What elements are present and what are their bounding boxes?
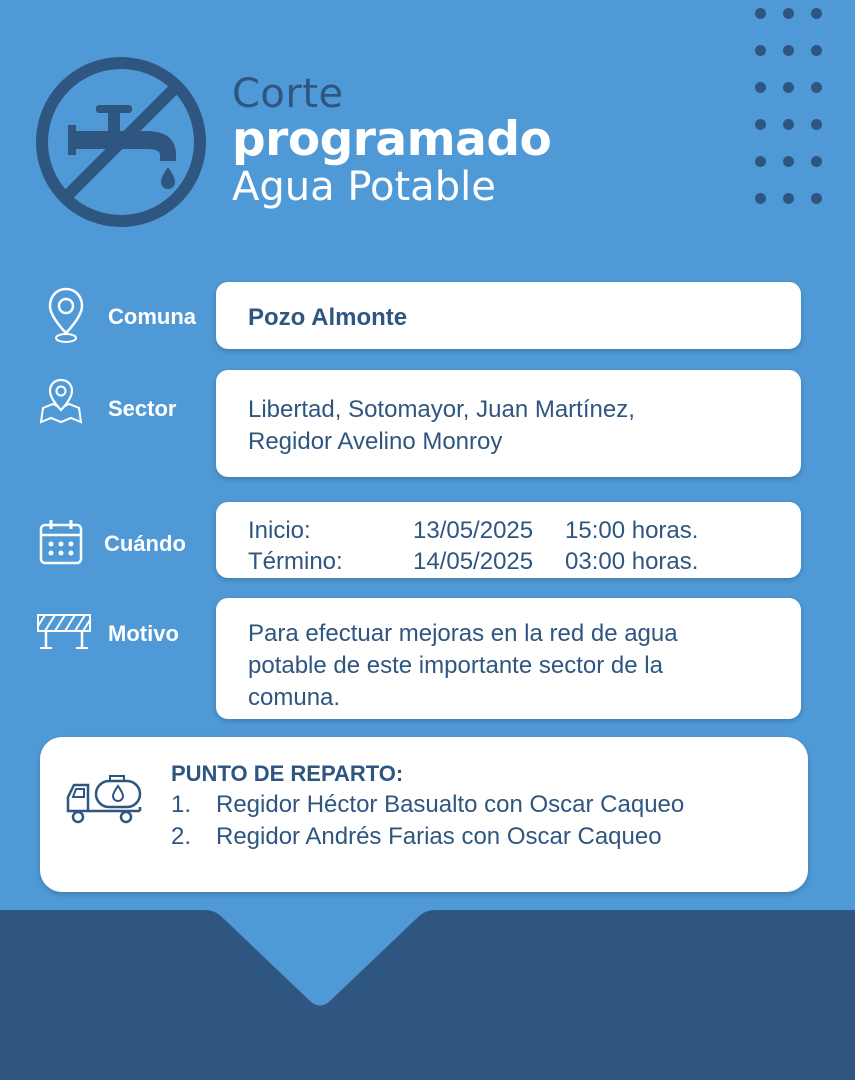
cuando-box (216, 502, 801, 578)
motivo-label: Motivo (108, 621, 179, 646)
reparto-text (171, 759, 684, 853)
calendar-icon (39, 519, 83, 565)
motivo-box (216, 598, 801, 719)
sector-line-2: Regidor Avelino Monroy (248, 428, 503, 455)
inicio-label: Inicio: (248, 517, 311, 544)
water-truck-icon (64, 773, 144, 825)
termino-label: Término: (248, 548, 343, 575)
title-line-3: Agua Potable (232, 164, 496, 210)
barrier-icon (37, 612, 91, 650)
termino-fecha: 14/05/2025 (413, 548, 534, 575)
reparto-card (40, 737, 808, 892)
comuna-label: Comuna (108, 304, 196, 329)
motivo-line-2: potable de este importante sector de la (248, 652, 663, 679)
list-item-number: 2. (171, 823, 192, 850)
comuna-box (216, 282, 801, 349)
no-water-icon (34, 55, 208, 229)
title-line-2: programado (232, 112, 552, 167)
sector-label: Sector (108, 396, 177, 421)
footer-band (0, 907, 855, 1080)
map-pin-icon (39, 378, 83, 424)
list-item-text: Regidor Héctor Basualto con Oscar Caqueo (216, 791, 685, 818)
termino-row (248, 546, 801, 577)
title-line-1: Corte (232, 71, 344, 117)
page-title (232, 71, 552, 210)
cuando-label: Cuándo (104, 531, 186, 556)
inicio-hora: 15:00 horas. (565, 517, 699, 544)
location-pin-icon (47, 287, 85, 345)
motivo-line-1: Para efectuar mejoras en la red de agua (248, 620, 678, 647)
list-item-text: Regidor Andrés Farias con Oscar Caqueo (216, 823, 662, 850)
list-item (171, 789, 684, 821)
motivo-line-3: comuna. (248, 684, 341, 711)
sector-line-1: Libertad, Sotomayor, Juan Martínez, (248, 396, 635, 423)
comuna-value: Pozo Almonte (248, 304, 408, 331)
sector-box (216, 370, 801, 477)
list-item (171, 821, 684, 853)
reparto-title: PUNTO DE REPARTO: (171, 761, 404, 786)
decorative-dot-grid (752, 8, 824, 208)
inicio-row (248, 515, 801, 546)
inicio-fecha: 13/05/2025 (413, 517, 534, 544)
termino-hora: 03:00 horas. (565, 548, 699, 575)
list-item-number: 1. (171, 791, 192, 818)
